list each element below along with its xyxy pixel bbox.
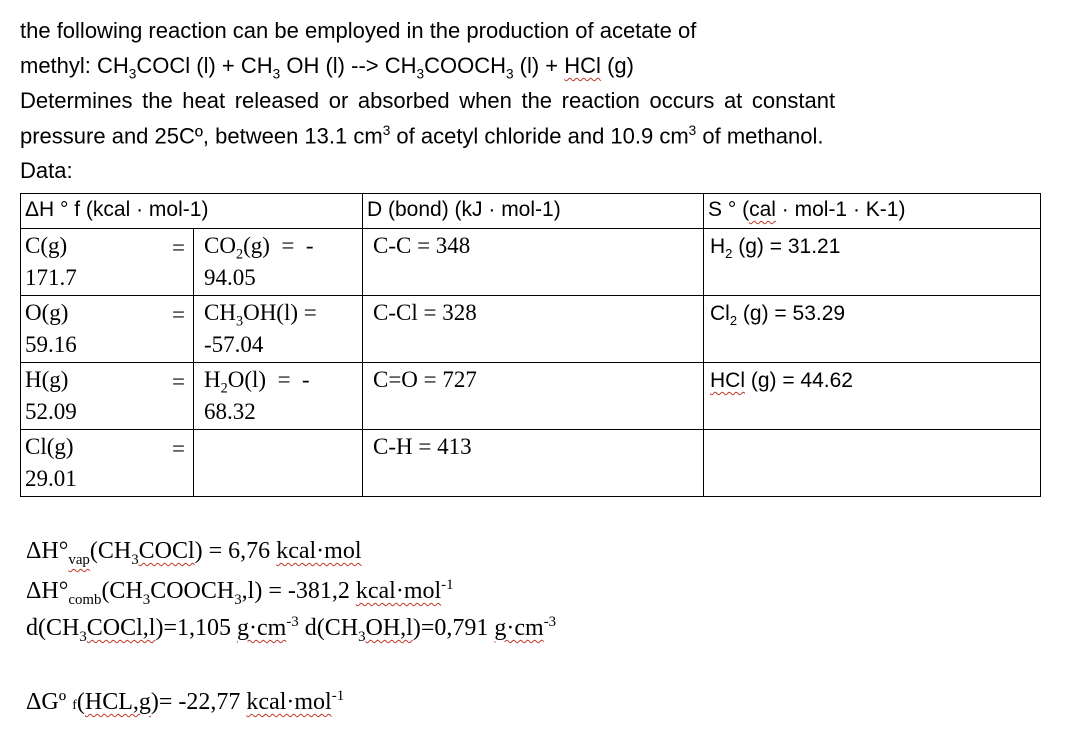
intro-line-3: Determines the heat released or absorbed when the reaction occurs at constant	[20, 88, 836, 113]
table-header-row	[21, 194, 1041, 229]
data-table	[20, 193, 1041, 497]
vap-enthalpy: $\Delta H^\circ_{vap}(CH_3COCl) = 6,76$ kcal·mol	[26, 538, 362, 568]
combustion-enthalpy: $\Delta H^\circ_{comb}(CH_3COOCH_3,l) = -381,2$ kcal·mol$^{-1}$	[26, 577, 454, 608]
table-row: C(g) = 171.7 $CO_2(g)$ = - 94.05 C-C = 348 $H_2$ (g) = 31.21	[21, 229, 1041, 296]
table-row: O(g) = 59.16 $CH_3OH(l)$ = -57.04 C-Cl = 328 $Cl_2$ (g) = 53.29	[21, 296, 1041, 363]
gibbs-energy: ΔGº f(HCL,g)= -22,77 kcal·mol$^{-1}$	[26, 688, 345, 715]
intro-line-2: methyl: $CH_3COCl$ $(l) + CH_3$ OH (l) --> $CH_3COOCH_3$ (l) + HCl (g)	[20, 53, 634, 82]
header-entropy: S ° (cal · mol-1 · K-1)	[704, 194, 1041, 229]
table-row: H(g) = 52.09 $H_2O(l)$ = - 68.32 C=O = 727 HCl (g) = 44.62	[21, 363, 1041, 430]
header-enthalpy: ΔH ° f (kcal · mol-1)	[21, 194, 363, 229]
densities: $d(CH_3COCl,l)=1,105$ $g\cdot cm^{-3}$ $d(CH_3OH,l)=0,791$ $g\cdot cm^{-3}$	[26, 614, 557, 645]
header-bond: D (bond) (kJ · mol-1)	[363, 194, 704, 229]
intro-line-1: the following reaction can be employed in the production of acetate of	[20, 18, 697, 43]
table-row: Cl(g) = 29.01 C-H = 413	[21, 430, 1041, 497]
intro-line-5: Data:	[20, 158, 73, 183]
intro-line-4: pressure and 25Cº, between 13.1 $cm^3$ of acetyl chloride and 10.9 $cm^3$ of methanol.	[20, 123, 824, 149]
